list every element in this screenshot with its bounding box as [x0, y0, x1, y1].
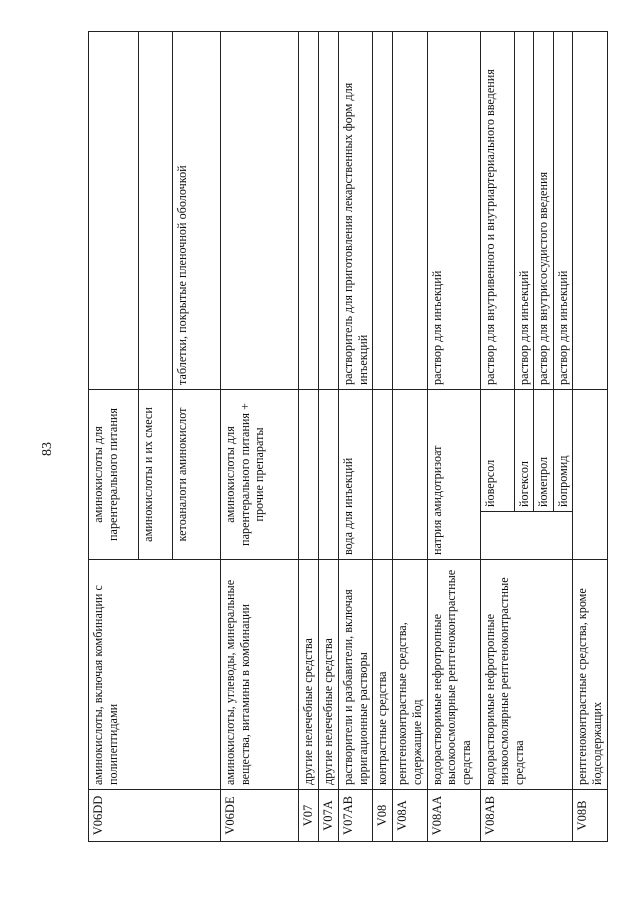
atc-code: V07AB — [339, 790, 373, 842]
drug-form: раствор для инъекций — [514, 31, 534, 389]
drug-name: аминокислоты и их смеси — [139, 389, 173, 559]
drug-name: аминокислоты для парентерального питания — [89, 389, 139, 559]
atc-description: контрастные средства — [373, 560, 393, 790]
drug-form: таблетки, покрытые пленочной оболочкой — [173, 31, 221, 389]
drug-form: раствор для инъекций — [553, 31, 573, 389]
atc-description: рентгеноконтрастные средства, кроме йодсодержащих — [573, 560, 607, 790]
drug-form — [89, 31, 139, 389]
atc-description: растворители и разбавители, включая ирригационные растворы — [339, 560, 373, 790]
table-row — [89, 31, 139, 841]
drug-form: раствор для инъекций — [427, 31, 480, 389]
page-number: 83 — [40, 442, 55, 456]
atc-code: V08A — [393, 790, 427, 842]
rotated-page — [88, 32, 613, 842]
drug-name: йогексол — [514, 389, 534, 511]
drug-name: аминокислоты для парентерального питания + прочие препараты — [221, 389, 299, 559]
atc-description: аминокислоты, включая комбинации с полипептидами — [89, 560, 221, 790]
table-row — [373, 31, 393, 841]
atc-code: V08AB — [480, 790, 573, 842]
atc-code: V07 — [299, 790, 319, 842]
table-row — [339, 31, 373, 841]
atc-description: водорастворимые нефротропные низкоосмолярные рентгеноконтрастные средства — [480, 560, 573, 790]
atc-description: другие нелечебные средства — [319, 560, 339, 790]
atc-description: рентгеноконтрастные средства, содержащие йод — [393, 560, 427, 790]
drug-form — [221, 31, 299, 389]
table-row — [573, 31, 607, 841]
atc-description: аминокислоты, углеводы, минеральные вещества, витамины в комбинации — [221, 560, 299, 790]
atc-code: V06DE — [221, 790, 299, 842]
drug-table — [88, 31, 608, 842]
drug-name: йоверсол — [480, 389, 514, 511]
atc-code: V07A — [319, 790, 339, 842]
table-row — [319, 31, 339, 841]
atc-description: водорастворимые нефротропные высокоосмолярные рентгеноконтрастные средства — [427, 560, 480, 790]
table-row — [221, 31, 299, 841]
drug-form: раствор для внутривенного и внутриартериального введения — [480, 31, 514, 389]
table-row — [427, 31, 480, 841]
drug-name: йопромид — [553, 389, 573, 511]
drug-form: растворитель для приготовления лекарственных форм для инъекций — [339, 31, 373, 389]
atc-code: V08 — [373, 790, 393, 842]
drug-name: кетоаналоги аминокислот — [173, 389, 221, 559]
table-row — [299, 31, 319, 841]
atc-code: V08AA — [427, 790, 480, 842]
table-row — [480, 31, 514, 841]
drug-name: вода для инъекций — [339, 389, 373, 559]
atc-description: другие нелечебные средства — [299, 560, 319, 790]
drug-name: натрия амидотризоат — [427, 389, 480, 559]
drug-name: йомепрол — [534, 389, 554, 511]
table-row — [393, 31, 427, 841]
atc-code: V08B — [573, 790, 607, 842]
atc-code: V06DD — [89, 790, 221, 842]
drug-form: раствор для внутрисосудистого введения — [534, 31, 554, 389]
drug-form — [139, 31, 173, 389]
